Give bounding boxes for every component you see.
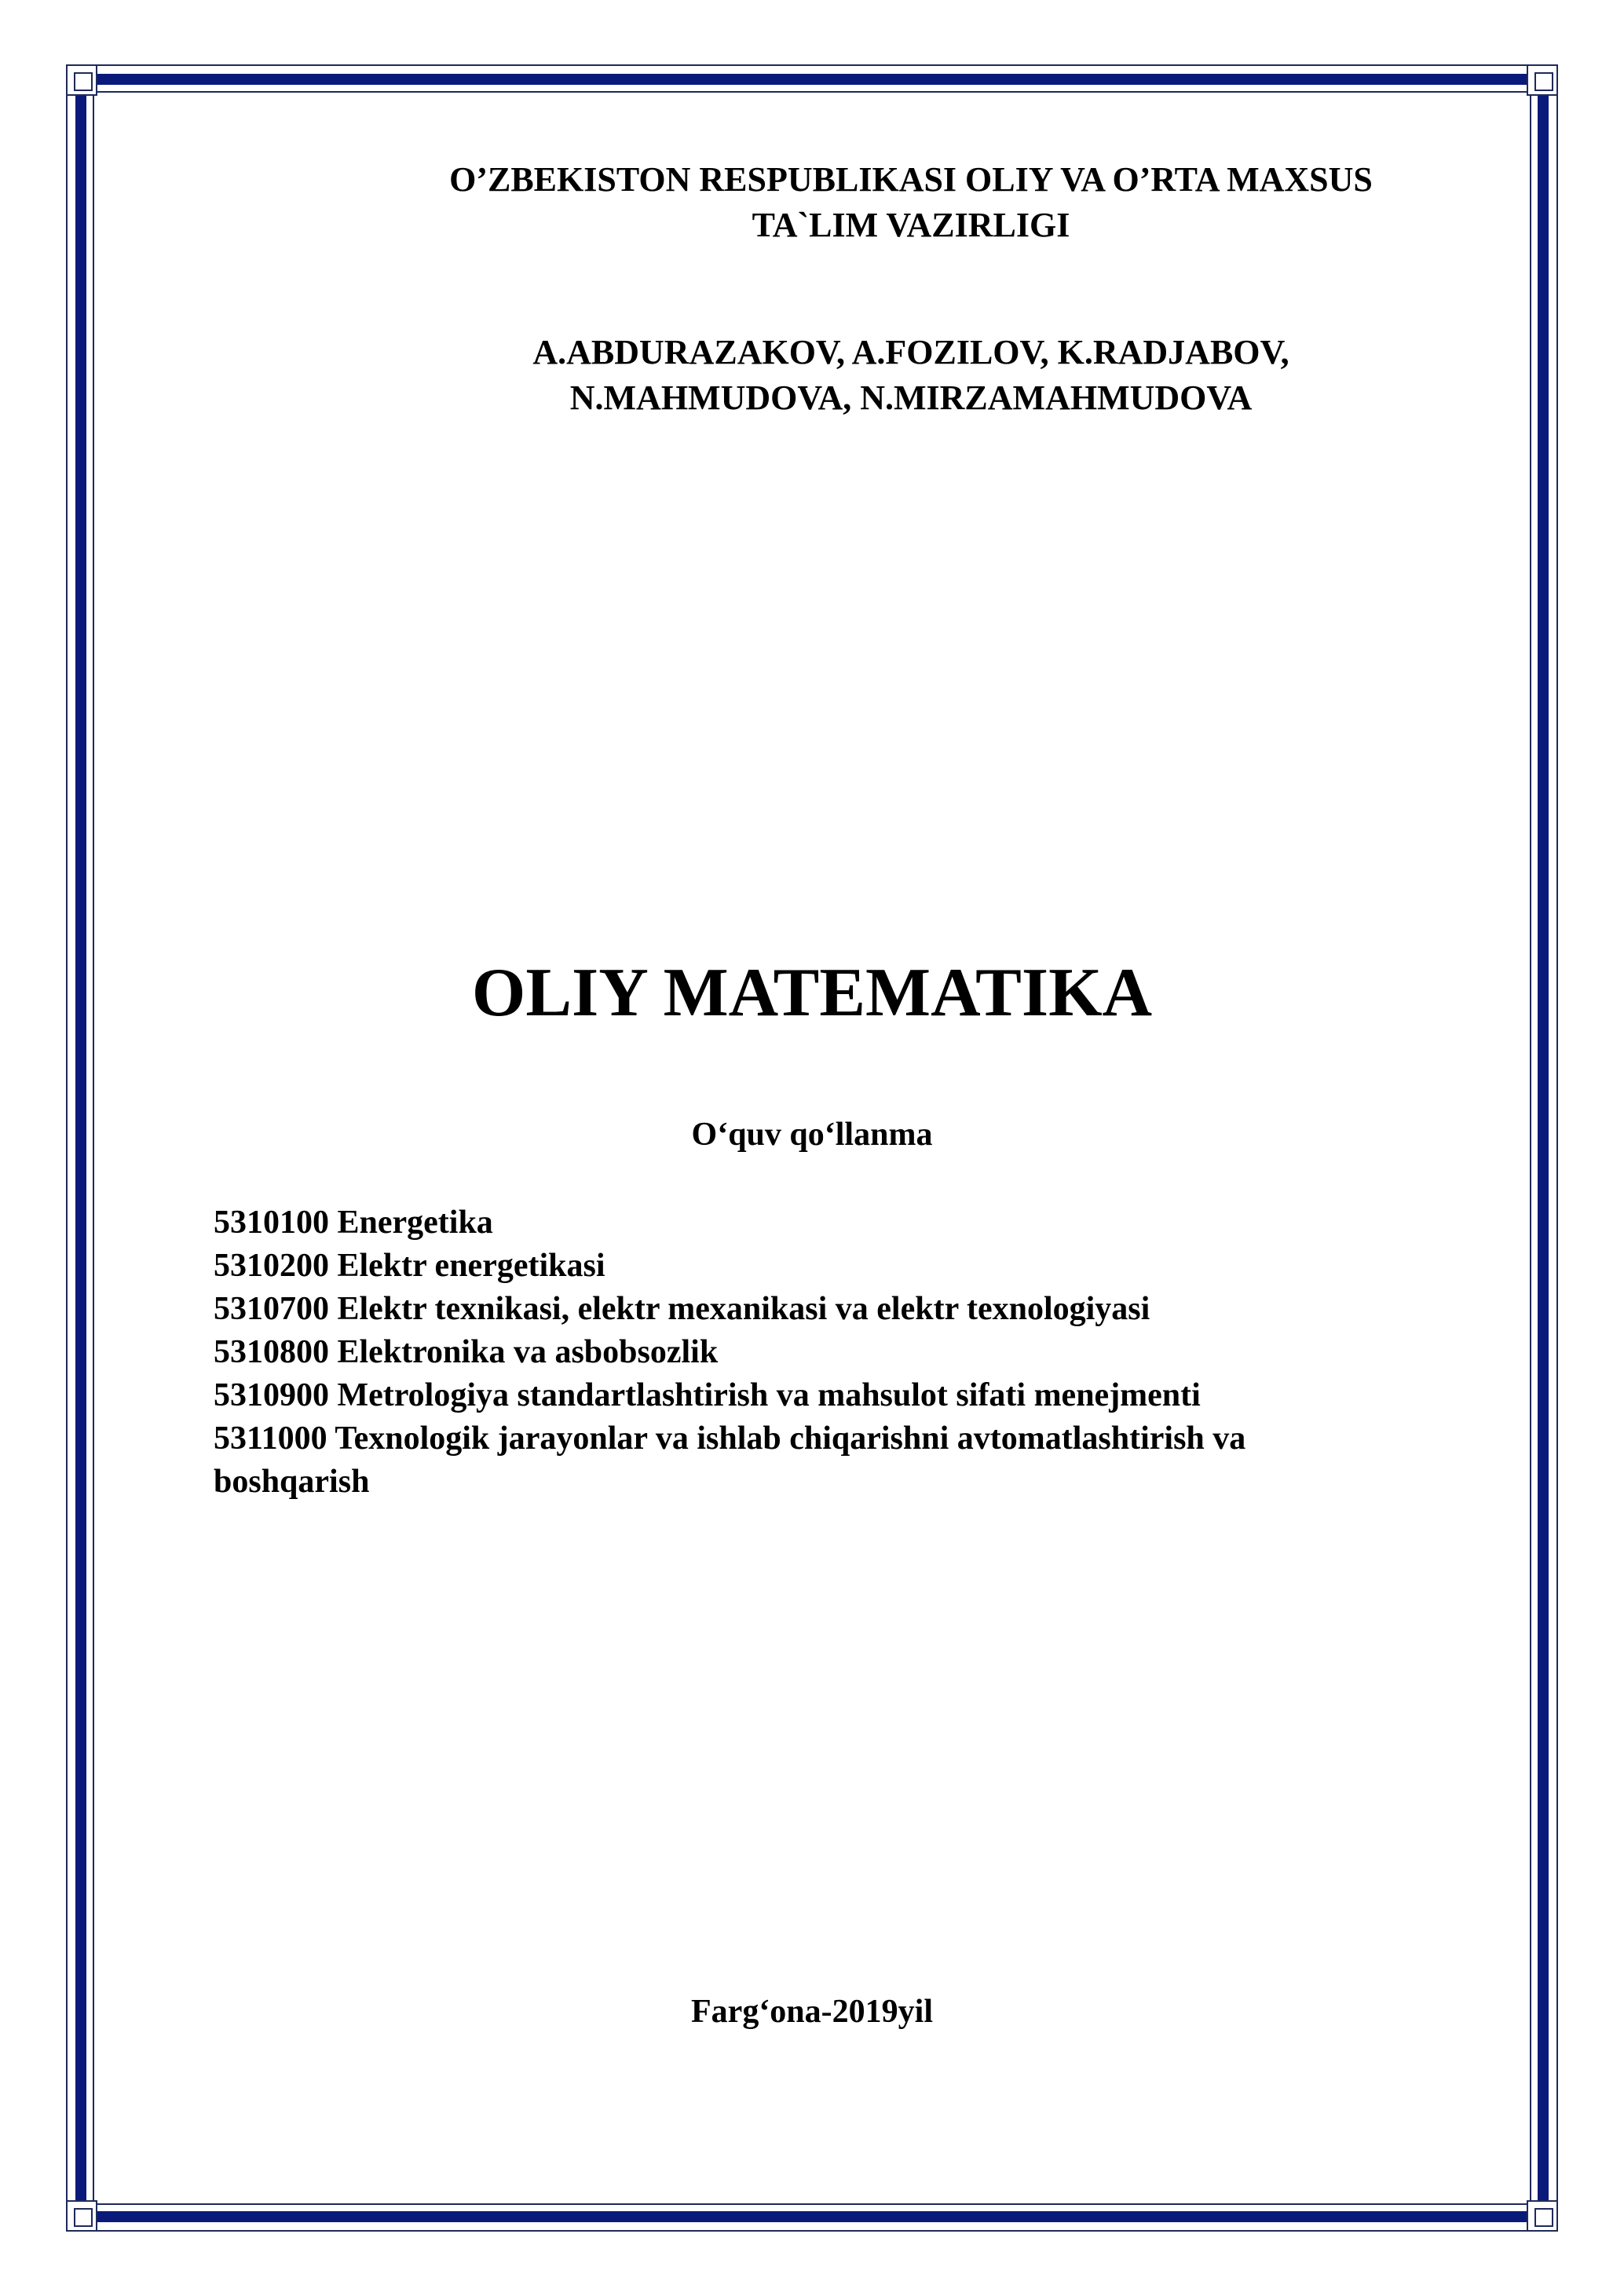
specialty-item: 5310100 Energetika <box>214 1205 493 1241</box>
place-year: Farg‘ona-2019yil <box>691 1994 933 2030</box>
specialty-item: 5310700 Elektr texnikasi, elektr mexanikasi va elektr texnologiyasi <box>214 1291 1150 1327</box>
specialty-item: 5310800 Elektronika va asbobsozlik <box>214 1334 719 1370</box>
authors-line-2: N.MAHMUDOVA, N.MIRZAMAHMUDOVA <box>569 378 1253 417</box>
corner-ornament-bottom-right <box>1527 2200 1558 2232</box>
ministry-line-1: O’ZBEKISTON RESPUBLIKASI OLIY VA O’RTA MAXSUS <box>449 160 1373 199</box>
ministry-header <box>314 157 1508 248</box>
corner-ornament-top-left <box>66 64 97 96</box>
authors-block <box>314 330 1508 421</box>
specialty-item: 5311000 Texnologik jarayonlar va ishlab chiqarishni avtomatlashtirish va <box>214 1420 1246 1457</box>
corner-ornament-bottom-left <box>66 2200 97 2232</box>
specialty-item: 5310900 Metrologiya standartlashtirish va mahsulot sifati menejmenti <box>214 1377 1201 1413</box>
ministry-line-2: TA`LIM VAZIRLIGI <box>752 206 1070 244</box>
corner-ornament-top-right <box>1527 64 1558 96</box>
document-title: OLIY MATEMATIKA <box>471 955 1153 1031</box>
specialty-item: 5310200 Elektr energetikasi <box>214 1248 605 1284</box>
authors-line-1: A.ABDURAZAKOV, A.FOZILOV, K.RADJABOV, <box>532 333 1289 371</box>
specialty-item-continuation: boshqarish <box>214 1464 370 1500</box>
document-subtitle: O‘quv qo‘llanma <box>691 1117 933 1153</box>
specialties-list <box>214 1201 1486 1504</box>
